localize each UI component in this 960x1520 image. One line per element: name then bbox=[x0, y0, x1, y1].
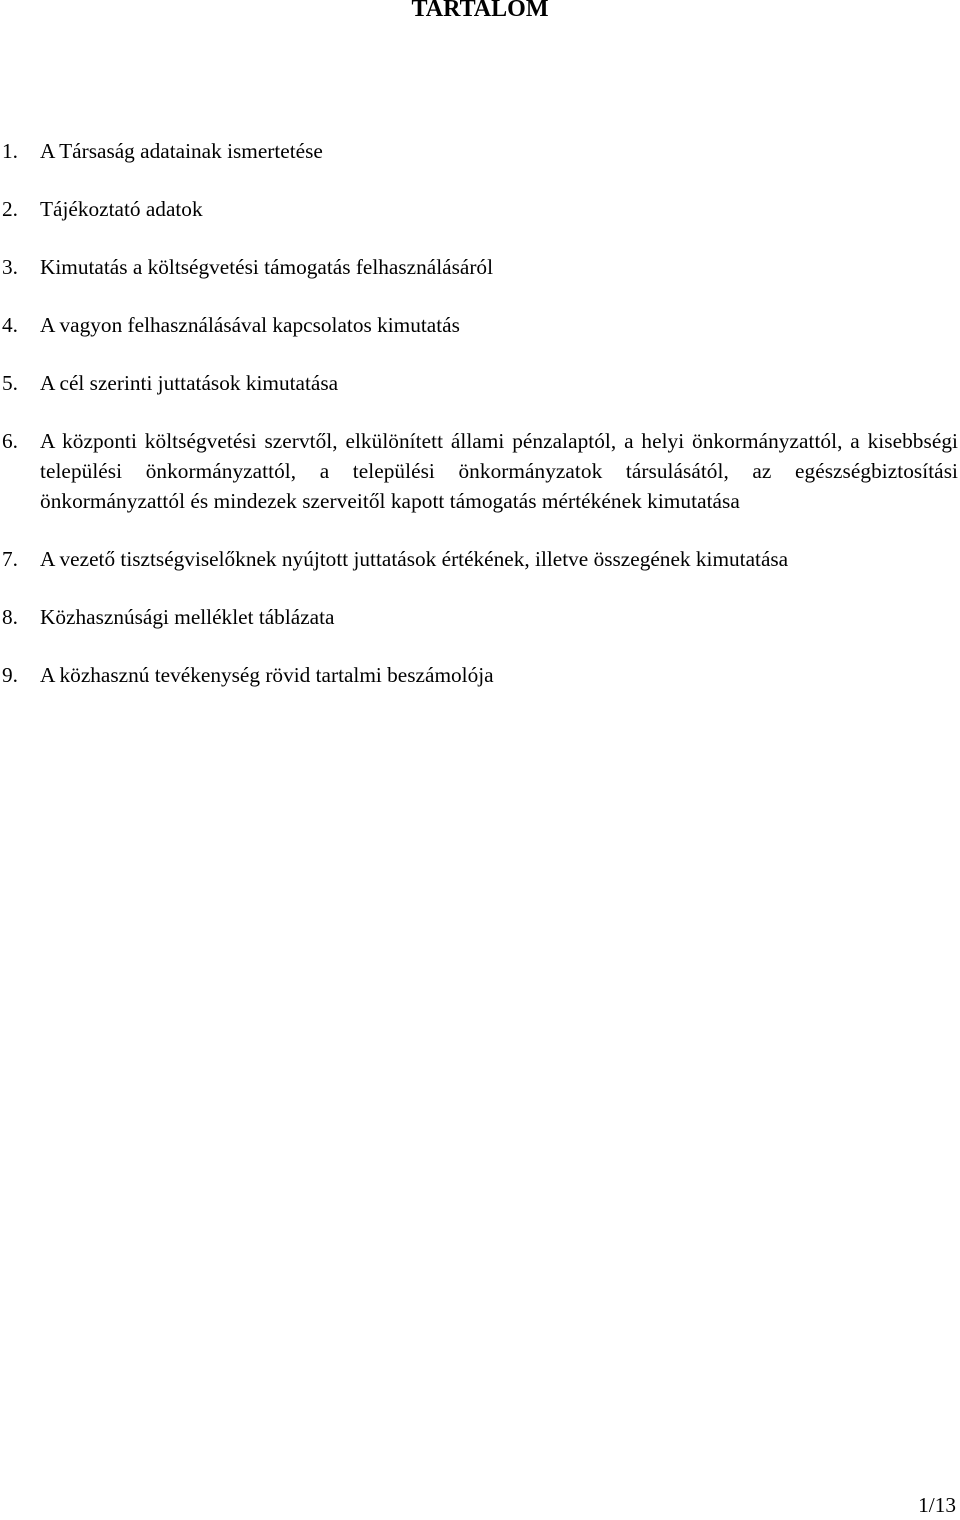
toc-item-9 bbox=[0, 660, 960, 690]
table-of-contents bbox=[0, 136, 960, 718]
toc-item-2 bbox=[0, 194, 960, 224]
toc-item-3 bbox=[0, 252, 960, 282]
page-number: 1/13 bbox=[918, 1493, 956, 1517]
toc-item-number: 6. bbox=[2, 429, 18, 453]
toc-item-1 bbox=[0, 136, 960, 166]
toc-item-text: A közhasznú tevékenység rövid tartalmi beszámolója bbox=[40, 663, 494, 687]
toc-item-6 bbox=[0, 426, 960, 516]
toc-item-number: 5. bbox=[2, 371, 18, 395]
toc-item-4 bbox=[0, 310, 960, 340]
toc-item-text: Tájékoztató adatok bbox=[40, 197, 203, 221]
toc-item-text: A központi költségvetési szervtől, elkülönített állami pénzalaptól, a helyi önkormányzattól, a kisebbségi települési önkormányzattól, a települési önkormányzatok társulásától, az egészségbiztosítási önkormányzattól és mindezek szerveitől kapott támogatás mértékének kimutatása bbox=[40, 429, 958, 513]
toc-item-5 bbox=[0, 368, 960, 398]
toc-item-number: 8. bbox=[2, 605, 18, 629]
toc-item-number: 4. bbox=[2, 313, 18, 337]
toc-item-text: A Társaság adatainak ismertetése bbox=[40, 139, 323, 163]
toc-item-7 bbox=[0, 544, 960, 574]
toc-item-text: A cél szerinti juttatások kimutatása bbox=[40, 371, 339, 395]
page-title: TARTALOM bbox=[411, 0, 549, 22]
toc-item-number: 2. bbox=[2, 197, 18, 221]
toc-item-8 bbox=[0, 602, 960, 632]
toc-item-text: Közhasznúsági melléklet táblázata bbox=[40, 605, 335, 629]
toc-item-text: Kimutatás a költségvetési támogatás felhasználásáról bbox=[40, 255, 493, 279]
toc-item-number: 7. bbox=[2, 547, 18, 571]
toc-item-text: A vagyon felhasználásával kapcsolatos kimutatás bbox=[40, 313, 460, 337]
toc-item-text: A vezető tisztségviselőknek nyújtott juttatások értékének, illetve összegének kimutatása bbox=[40, 547, 789, 571]
toc-item-number: 3. bbox=[2, 255, 18, 279]
toc-item-number: 1. bbox=[2, 139, 18, 163]
toc-item-number: 9. bbox=[2, 663, 18, 687]
